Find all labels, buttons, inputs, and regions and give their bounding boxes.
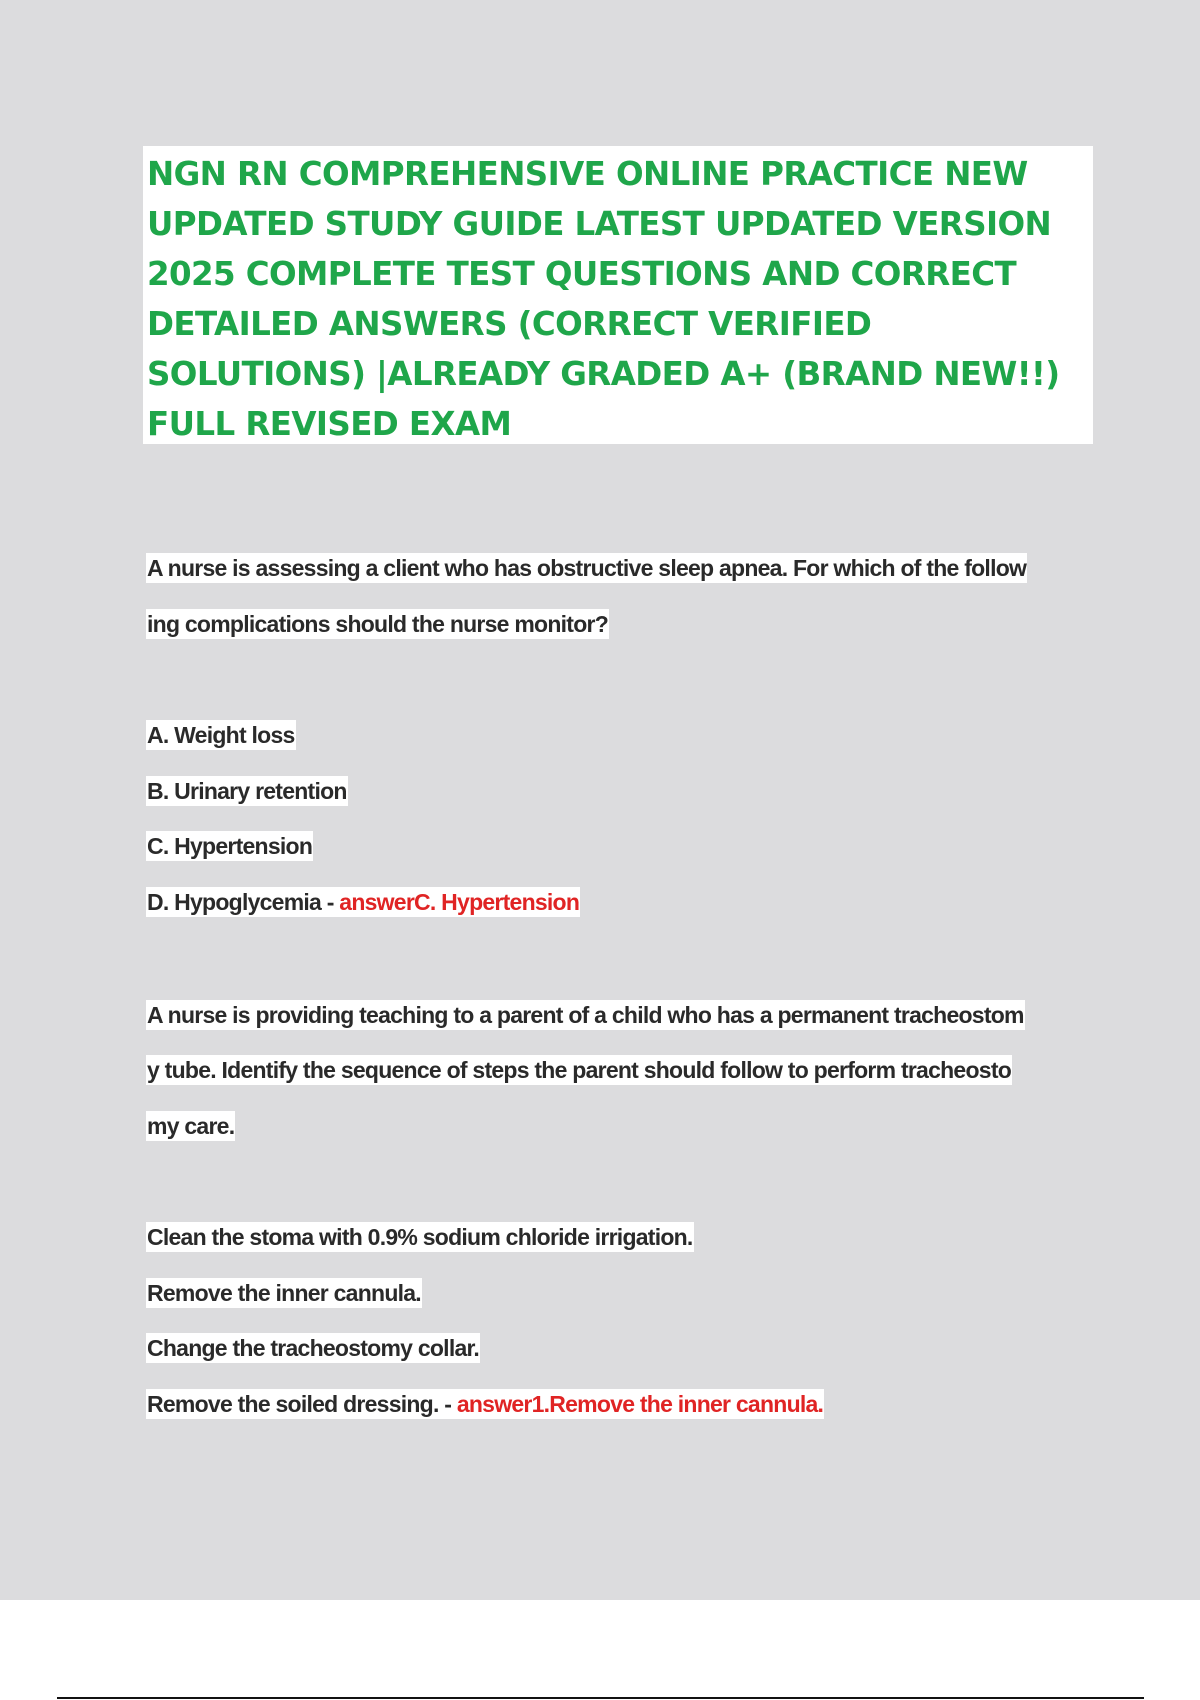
title-line: 2025 COMPLETE TEST QUESTIONS AND CORRECT	[147, 255, 1017, 293]
question1-stem-text: ing complications should the nurse monitor?	[147, 611, 608, 637]
question2-step	[146, 1220, 694, 1254]
title-line: FULL REVISED EXAM	[147, 405, 512, 443]
question2-answer: answer1.Remove the inner cannula.	[456, 1391, 824, 1417]
question2-stem-text: y tube. Identify the sequence of steps the parent should follow to perform tracheosto	[147, 1057, 1012, 1083]
question1-stem-text: A nurse is assessing a client who has obstructive sleep apnea. For which of the follow	[147, 555, 1027, 581]
option-text: A. Weight loss	[147, 722, 295, 748]
question2-stem-line	[146, 1109, 235, 1143]
document-title	[147, 149, 1089, 449]
question1-option-b	[146, 774, 348, 808]
step-text: Remove the inner cannula.	[147, 1280, 421, 1306]
option-text: D. Hypoglycemia -	[147, 889, 340, 915]
option-text: B. Urinary retention	[147, 778, 347, 804]
question1-stem-line	[146, 607, 609, 641]
question1-stem-line	[146, 551, 1027, 585]
question2-step	[146, 1276, 422, 1310]
step-text: Remove the soiled dressing. -	[147, 1391, 457, 1417]
step-text: Clean the stoma with 0.9% sodium chloride irrigation.	[147, 1224, 693, 1250]
question2-stem-text: my care.	[147, 1113, 235, 1139]
question1-answer: answerC. Hypertension	[339, 889, 580, 915]
option-text: C. Hypertension	[147, 833, 313, 859]
question2-stem-line	[146, 998, 1025, 1032]
title-line: NGN RN COMPREHENSIVE ONLINE PRACTICE NEW	[147, 155, 1028, 193]
title-line: UPDATED STUDY GUIDE LATEST UPDATED VERSION	[147, 205, 1052, 243]
question2-step	[146, 1387, 824, 1421]
question1-option-c	[146, 829, 313, 863]
question2-step	[146, 1331, 480, 1365]
question2-stem-line	[146, 1053, 1012, 1087]
title-box	[143, 146, 1093, 444]
step-text: Change the tracheostomy collar.	[147, 1335, 480, 1361]
bottom-divider	[57, 1697, 1144, 1699]
title-line: DETAILED ANSWERS (CORRECT VERIFIED	[147, 305, 872, 343]
question1-option-d	[146, 885, 580, 919]
title-line: SOLUTIONS) |ALREADY GRADED A+ (BRAND NEW!!)	[147, 355, 1060, 393]
question1-option-a	[146, 718, 296, 752]
question2-stem-text: A nurse is providing teaching to a parent of a child who has a permanent tracheostom	[147, 1002, 1024, 1028]
